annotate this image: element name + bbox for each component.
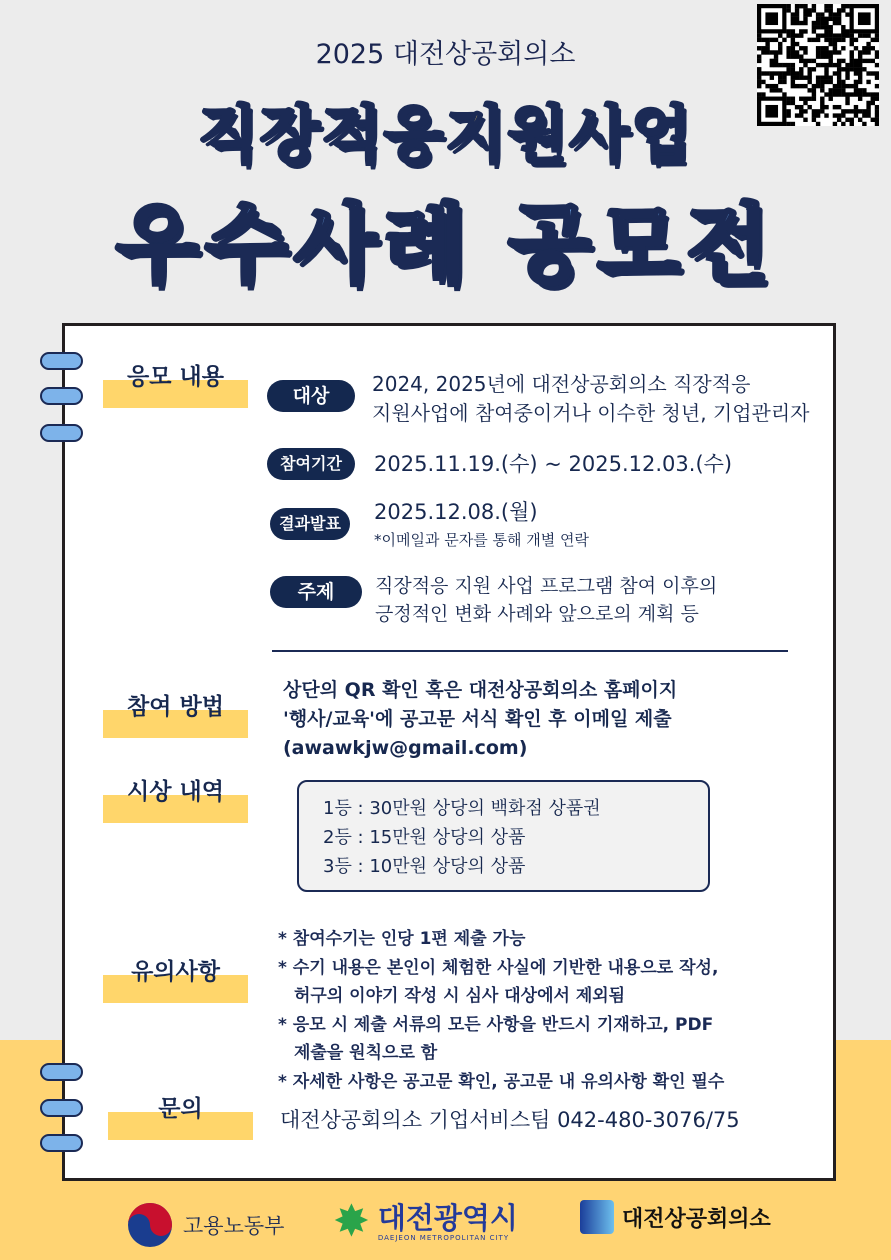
section-label-notes: 유의사항 bbox=[103, 975, 248, 1003]
badge-topic: 주제 bbox=[270, 576, 362, 608]
badge-target: 대상 bbox=[267, 380, 355, 412]
contact-text: 대전상공회의소 기업서비스팀 042-480-3076/75 bbox=[280, 1108, 740, 1132]
target-text: 2024, 2025년에 대전상공회의소 직장적응 지원사업에 참여중이거나 이수한 청년, 기업관리자 bbox=[372, 372, 810, 425]
section-label-contact: 문의 bbox=[108, 1112, 253, 1140]
section-label-apply: 응모 내용 bbox=[103, 380, 248, 408]
method-text: 상단의 QR 확인 혹은 대전상공회의소 홈페이지 '행사/교육'에 공고문 서식 확인 후 이메일 제출 (awawkjw@gmail.com) bbox=[283, 676, 677, 763]
binder-ring bbox=[40, 1099, 83, 1117]
period-text: 2025.11.19.(수) ~ 2025.12.03.(수) bbox=[374, 452, 733, 476]
prize-item: 2등 : 15만원 상당의 상품 bbox=[323, 827, 526, 848]
star-icon: ✸ bbox=[333, 1196, 370, 1247]
topic-text: 직장적응 지원 사업 프로그램 참여 이후의 긍정적인 변화 사례와 앞으로의 계획 등 bbox=[375, 575, 718, 625]
title-line1: 직장적응지원사업 bbox=[197, 98, 694, 171]
subtitle: 2025 대전상공회의소 bbox=[315, 39, 576, 70]
prize-item: 1등 : 30만원 상당의 백화점 상품권 bbox=[323, 798, 601, 819]
logo-ministry-of-labor: 고용노동부 bbox=[125, 1200, 284, 1250]
logo-daejeon-city: ✸ 대전광역시 DAEJEON METROPOLITAN CITY bbox=[333, 1196, 518, 1247]
badge-result: 결과발표 bbox=[270, 508, 350, 540]
section-label-method: 참여 방법 bbox=[103, 710, 248, 738]
email-link[interactable]: (awawkjw@gmail.com) bbox=[283, 737, 528, 759]
binder-ring bbox=[40, 1134, 83, 1152]
gear-icon bbox=[580, 1200, 614, 1234]
result-note: *이메일과 문자를 통해 개별 연락 bbox=[374, 531, 589, 549]
prize-item: 3등 : 10만원 상당의 상품 bbox=[323, 856, 526, 877]
title-line2: 우수사례 공모전 bbox=[115, 195, 776, 295]
binder-ring bbox=[40, 387, 83, 405]
binder-ring bbox=[40, 1063, 83, 1081]
binder-ring bbox=[40, 352, 83, 370]
binder-ring bbox=[40, 424, 83, 442]
badge-period: 참여기간 bbox=[267, 448, 355, 480]
prize-box bbox=[297, 780, 710, 892]
logo-daejeon-chamber: 대전상공회의소 bbox=[580, 1200, 771, 1234]
taegeuk-icon bbox=[125, 1200, 175, 1250]
notes-list: * 참여수기는 인당 1편 제출 가능 * 수기 내용은 본인이 체험한 사실에 기반한 내용으로 작성, 허구의 이야기 작성 시 심사 대상에서 제외됨 * 응모 시 제출 서류의 모든 사항을 반드시 기재하고, PDF 제출을 원칙으로 함 * 자세한 사항은 공고문 확인, 공고문 내 유의사항 확인 필수 bbox=[278, 929, 725, 1092]
section-label-prizes: 시상 내역 bbox=[103, 795, 248, 823]
divider bbox=[272, 650, 788, 652]
result-text: 2025.12.08.(월) bbox=[374, 500, 538, 524]
